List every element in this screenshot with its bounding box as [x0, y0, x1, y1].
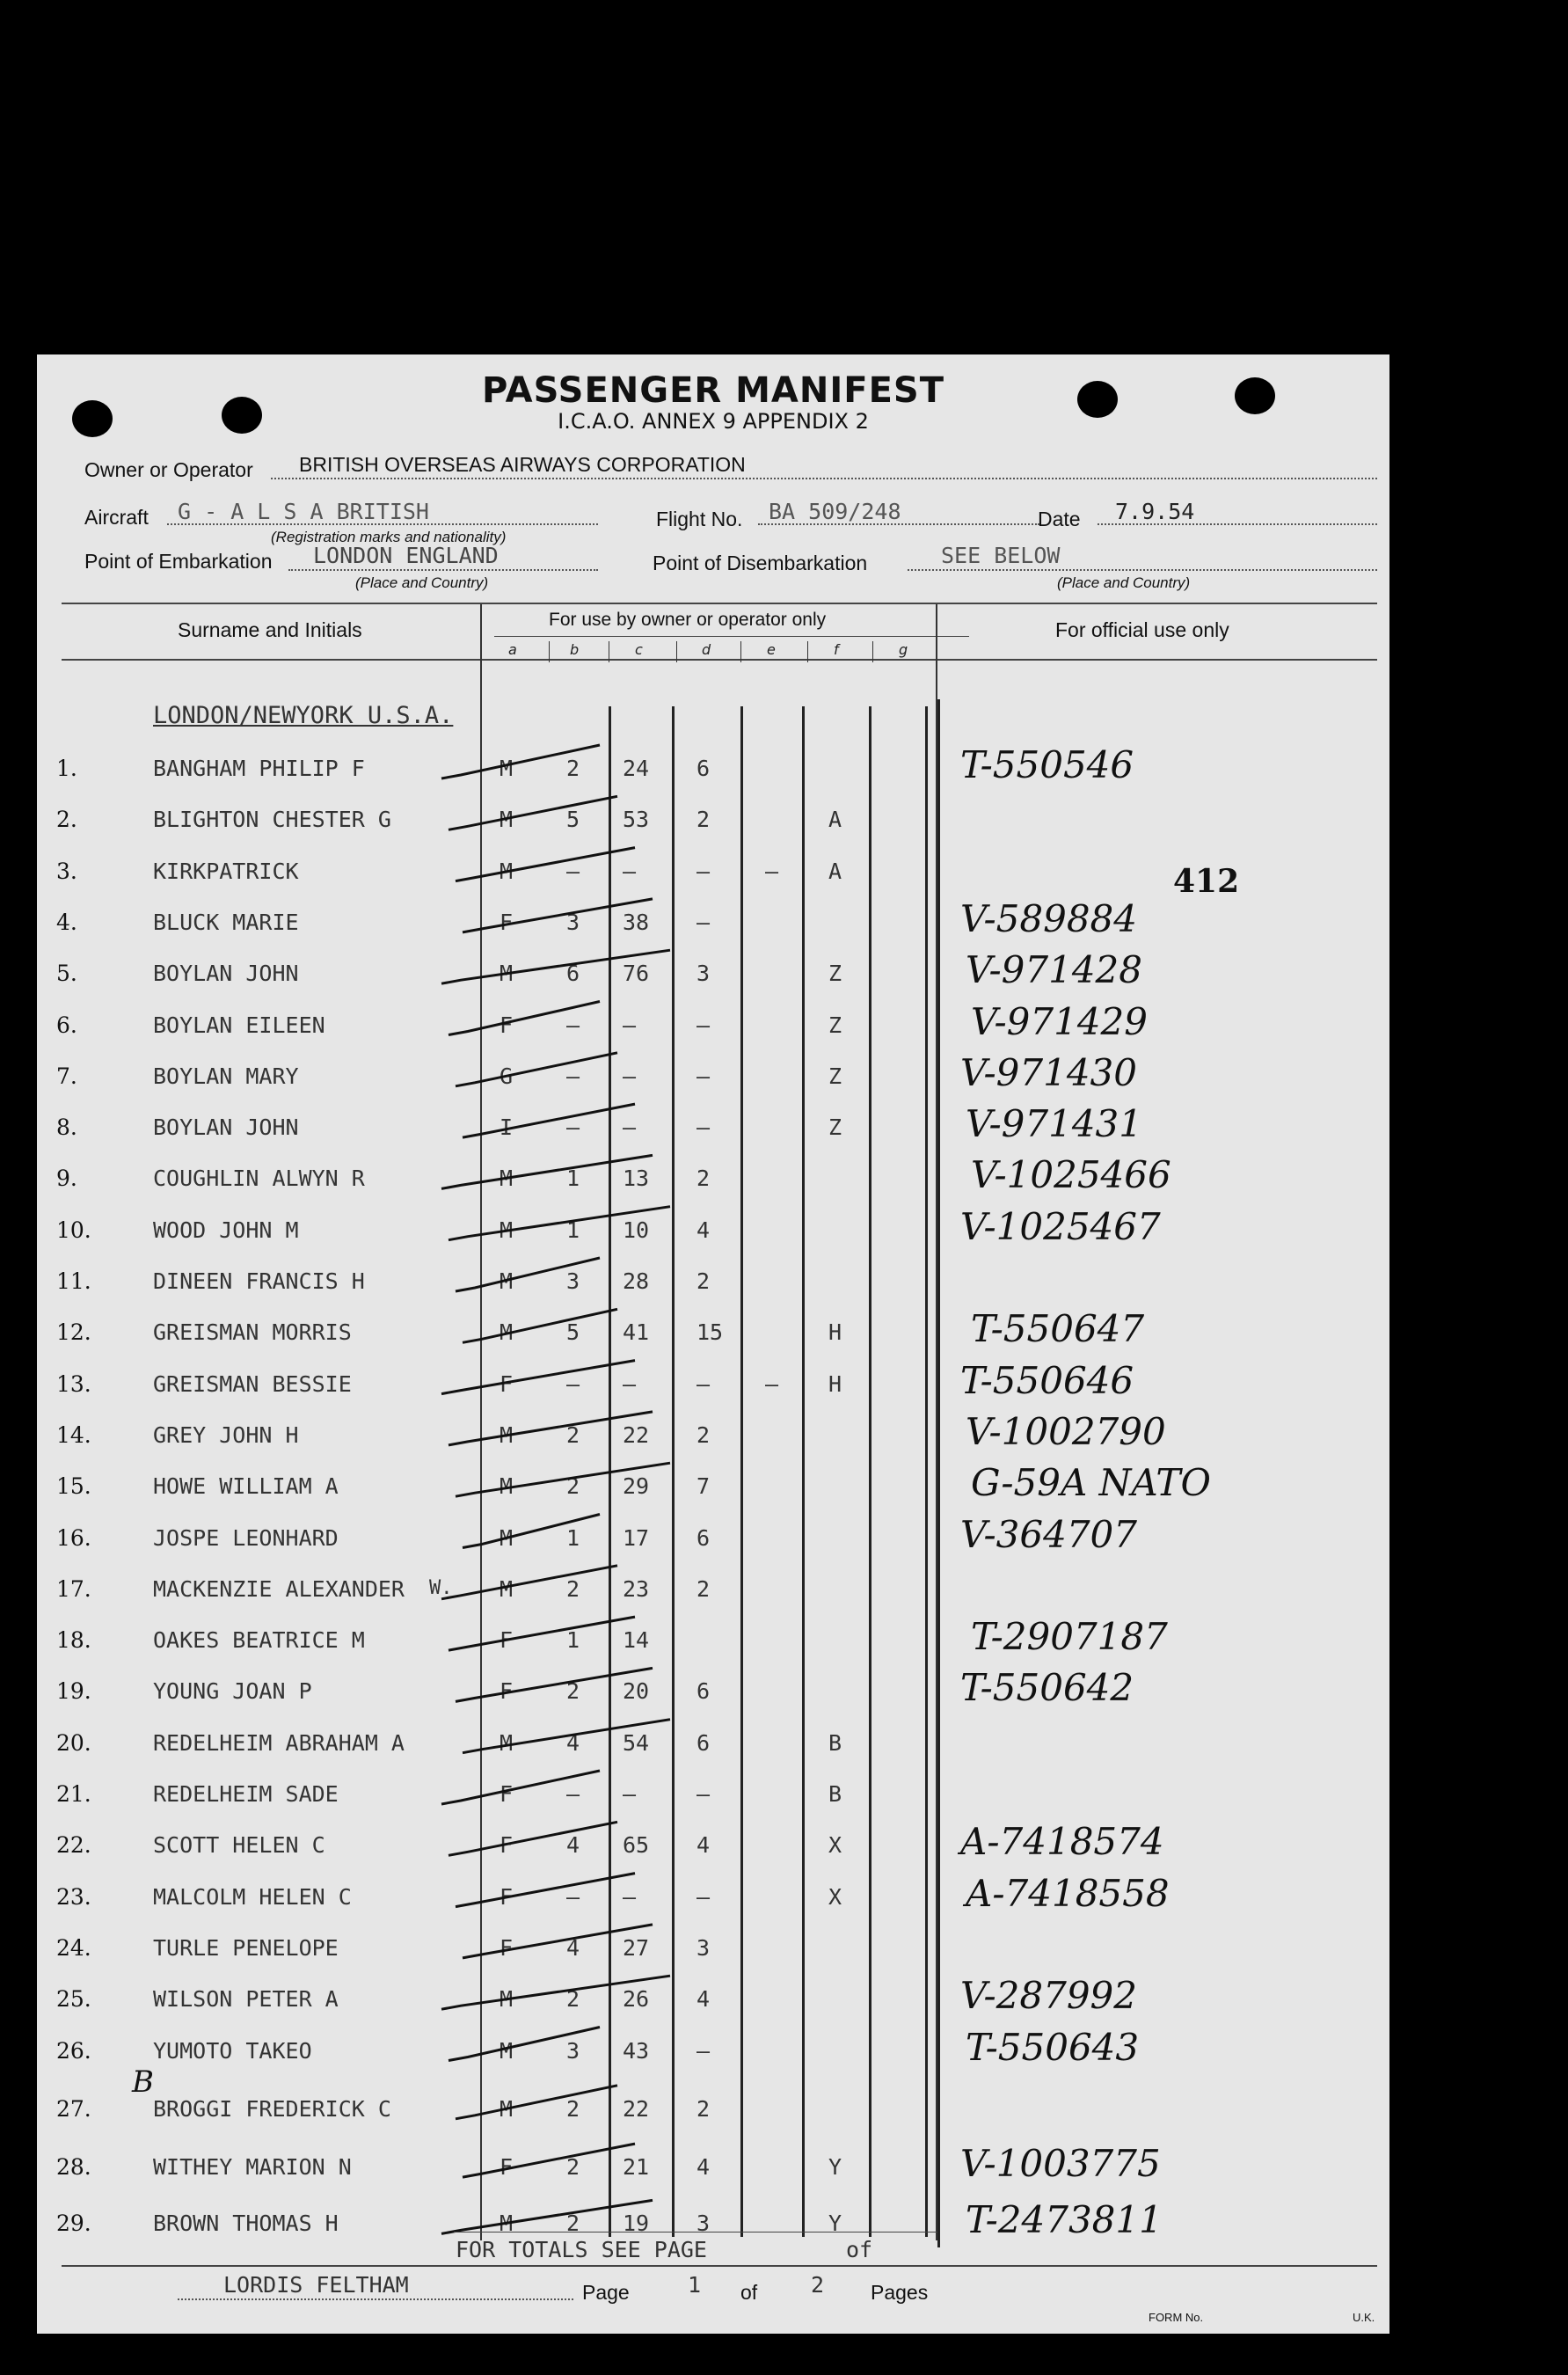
cell-c: –	[623, 1063, 637, 1089]
cell-name: GREISMAN MORRIS	[153, 1319, 352, 1346]
cell-num: 11.	[56, 1268, 91, 1294]
cell-d: 3	[696, 961, 711, 987]
cell-a: F	[500, 1883, 514, 1910]
check-mark	[456, 1258, 600, 1291]
cell-b: 2	[566, 1473, 580, 1500]
official-number: V-1025466	[971, 1153, 1171, 1197]
embarkation-note: (Place and Country)	[355, 574, 489, 591]
cell-num: 16.	[56, 1524, 91, 1551]
annotation-412: 412	[1173, 863, 1240, 900]
cell-name: BOYLAN JOHN	[153, 961, 299, 987]
cell-b: –	[566, 858, 580, 884]
cell-e: –	[765, 858, 779, 884]
cell-num: 25.	[56, 1986, 91, 2013]
cell-d: –	[696, 1370, 711, 1397]
form-number: FORM No.	[1149, 2311, 1204, 2324]
cell-b: 6	[566, 961, 580, 987]
cell-f: H	[828, 1370, 842, 1397]
cell-c: –	[623, 1114, 637, 1141]
cell-name: GREY JOHN H	[153, 1421, 299, 1448]
check-mark	[449, 1822, 617, 1855]
cell-f: B	[828, 1781, 842, 1807]
check-marks	[37, 354, 1389, 2334]
cell-num: 5.	[56, 961, 77, 987]
official-number: A-7418558	[966, 1871, 1170, 1915]
cell-f: A	[828, 807, 842, 833]
cell-name: YOUNG JOAN P	[153, 1678, 312, 1705]
dotted-line	[178, 2298, 573, 2300]
cell-f: Z	[828, 961, 842, 987]
manifest-sheet	[37, 354, 1389, 2334]
check-mark	[463, 1720, 670, 1753]
cell-d: –	[696, 1012, 711, 1038]
cell-a: M	[500, 1166, 514, 1192]
cell-b: 3	[566, 2037, 580, 2064]
official-number: T-550647	[971, 1307, 1145, 1351]
form-subtitle: I.C.A.O. ANNEX 9 APPENDIX 2	[558, 409, 869, 434]
annotation-w: W.	[429, 1577, 453, 1599]
check-mark	[463, 1104, 635, 1137]
cell-name: HOWE WILLIAM A	[153, 1473, 339, 1500]
cell-num: 3.	[56, 858, 77, 884]
official-number: V-1025467	[960, 1204, 1161, 1248]
cell-d: 4	[696, 1217, 711, 1243]
cell-f: Y	[828, 2154, 842, 2181]
flight-label: Flight No.	[656, 508, 743, 530]
cell-name: BROWN THOMAS H	[153, 2211, 339, 2237]
cell-name: OAKES BEATRICE M	[153, 1627, 365, 1654]
disembarkation-label: Point of Disembarkation	[653, 552, 868, 574]
cell-c: –	[623, 1883, 637, 1910]
check-mark	[441, 1155, 653, 1188]
cell-name: BOYLAN MARY	[153, 1063, 299, 1089]
official-number: V-1002790	[966, 1409, 1166, 1453]
cell-a: F	[500, 1012, 514, 1038]
cell-num: 4.	[56, 909, 77, 935]
check-mark	[449, 2028, 600, 2061]
table-bottom-rule	[62, 2265, 1377, 2267]
cell-b: –	[566, 1114, 580, 1141]
cell-a: M	[500, 1319, 514, 1346]
cell-a: F	[500, 1678, 514, 1705]
cell-c: 22	[623, 2095, 650, 2122]
cell-c: 24	[623, 756, 650, 781]
cell-a: M	[500, 858, 514, 884]
cell-name: BANGHAM PHILIP F	[153, 756, 365, 781]
date-label: Date	[1038, 508, 1081, 530]
cell-name: COUGHLIN ALWYN R	[153, 1166, 365, 1192]
cell-num: 17.	[56, 1575, 91, 1602]
pages-label: Pages	[871, 2281, 929, 2304]
cell-num: 6.	[56, 1012, 77, 1038]
cell-f: X	[828, 1883, 842, 1910]
cell-c: 26	[623, 1986, 650, 2013]
check-mark	[463, 899, 653, 932]
cell-d: 7	[696, 1473, 711, 1500]
cell-num: 8.	[56, 1114, 77, 1141]
official-number: T-550643	[966, 2025, 1140, 2069]
cell-c: 76	[623, 961, 650, 987]
cell-d: 2	[696, 2095, 711, 2122]
cell-b: 2	[566, 1678, 580, 1705]
cell-b: 2	[566, 2211, 580, 2237]
cell-c: 10	[623, 1217, 650, 1243]
cell-name: REDELHEIM SADE	[153, 1781, 339, 1807]
cell-d: –	[696, 1781, 711, 1807]
cell-c: 27	[623, 1934, 650, 1961]
cell-name: YUMOTO TAKEO	[153, 2037, 312, 2064]
cell-c: 13	[623, 1166, 650, 1192]
cell-num: 2.	[56, 807, 77, 833]
col-official-header: For official use only	[1055, 618, 1229, 641]
cell-d: 2	[696, 1421, 711, 1448]
cell-num: 18.	[56, 1627, 91, 1654]
cell-c: 17	[623, 1524, 650, 1551]
cell-name: WILSON PETER A	[153, 1986, 339, 2013]
check-mark	[441, 1771, 600, 1804]
cell-d: –	[696, 909, 711, 935]
cell-c: 22	[623, 1421, 650, 1448]
cell-c: 29	[623, 1473, 650, 1500]
col-letter-f: f	[834, 641, 839, 658]
cell-c: 20	[623, 1678, 650, 1705]
cell-name: WOOD JOHN M	[153, 1217, 299, 1243]
cell-name: BOYLAN JOHN	[153, 1114, 299, 1141]
cell-d: –	[696, 2037, 711, 2064]
cell-a: F	[500, 1781, 514, 1807]
cell-a: F	[500, 909, 514, 935]
of-label: of	[740, 2281, 758, 2304]
cell-num: 21.	[56, 1781, 91, 1807]
cell-a: M	[500, 1524, 514, 1551]
page-total: 2	[811, 2272, 825, 2298]
check-mark	[441, 2200, 653, 2233]
cell-d: 3	[696, 2211, 711, 2237]
page-label: Page	[582, 2281, 630, 2304]
cell-a: M	[500, 2037, 514, 2064]
cell-num: 24.	[56, 1934, 91, 1961]
check-mark	[456, 1053, 617, 1086]
cell-b: 3	[566, 1268, 580, 1294]
cell-a: M	[500, 756, 514, 781]
cell-c: 23	[623, 1575, 650, 1602]
cell-f: A	[828, 858, 842, 884]
check-mark	[463, 1309, 617, 1342]
cell-num: 9.	[56, 1166, 77, 1192]
cell-d: 2	[696, 807, 711, 833]
cell-d: 15	[696, 1319, 724, 1346]
cell-b: –	[566, 1370, 580, 1397]
cell-b: 2	[566, 1575, 580, 1602]
cell-num: 28.	[56, 2154, 91, 2181]
col-letter-c: c	[635, 641, 643, 658]
check-mark	[449, 1207, 670, 1240]
cell-a: F	[500, 1627, 514, 1654]
cell-d: 3	[696, 1934, 711, 1961]
cell-c: 38	[623, 909, 650, 935]
official-number: A-7418574	[960, 1820, 1164, 1864]
cell-a: G	[500, 1063, 514, 1089]
cell-a: F	[500, 1370, 514, 1397]
cell-d: 2	[696, 1166, 711, 1192]
col-letter-d: d	[702, 641, 711, 658]
official-number: V-364707	[960, 1512, 1137, 1556]
cell-c: 28	[623, 1268, 650, 1294]
registration-note: (Registration marks and nationality)	[271, 529, 507, 545]
cell-d: –	[696, 1063, 711, 1089]
cell-b: 5	[566, 807, 580, 833]
cell-b: –	[566, 1781, 580, 1807]
official-number: G-59A NATO	[971, 1461, 1211, 1505]
check-mark	[456, 1463, 670, 1496]
cell-d: 6	[696, 1729, 711, 1756]
cell-f: Z	[828, 1063, 842, 1089]
cell-c: 14	[623, 1627, 650, 1654]
cell-a: F	[500, 2154, 514, 2181]
cell-f: Z	[828, 1012, 842, 1038]
cell-a: F	[500, 1934, 514, 1961]
cell-b: –	[566, 1012, 580, 1038]
cell-c: 21	[623, 2154, 650, 2181]
cell-d: 2	[696, 1575, 711, 1602]
cell-a: M	[500, 1217, 514, 1243]
check-mark	[441, 1566, 617, 1599]
cell-a: M	[500, 1729, 514, 1756]
official-number: T-550646	[960, 1358, 1134, 1402]
cell-name: SCOTT HELEN C	[153, 1832, 325, 1859]
cell-b: 2	[566, 1421, 580, 1448]
check-mark	[463, 1925, 653, 1958]
cell-num: 10.	[56, 1217, 91, 1243]
official-number: V-287992	[960, 1974, 1137, 2018]
aircraft-value: G - A L S A BRITISH	[178, 499, 429, 524]
cell-f: Y	[828, 2211, 842, 2237]
cell-d: –	[696, 1883, 711, 1910]
cell-b: 4	[566, 1729, 580, 1756]
cell-num: 15.	[56, 1473, 91, 1500]
cell-name: BROGGI FREDERICK C	[153, 2095, 391, 2122]
cell-num: 23.	[56, 1883, 91, 1910]
cell-a: I	[500, 1114, 514, 1141]
cell-name: DINEEN FRANCIS H	[153, 1268, 365, 1294]
check-mark	[441, 745, 600, 778]
cell-a: M	[500, 1268, 514, 1294]
cell-d: 4	[696, 1986, 711, 2013]
cell-d: 6	[696, 1524, 711, 1551]
official-number: V-971430	[960, 1050, 1137, 1094]
official-number: V-1003775	[960, 2142, 1161, 2186]
cell-name: WITHEY MARION N	[153, 2154, 352, 2181]
check-mark	[456, 2086, 617, 2119]
cell-num: 1.	[56, 756, 77, 781]
cell-num: 12.	[56, 1319, 91, 1346]
owner-label: Owner or Operator	[84, 458, 253, 481]
date-value: 7.9.54	[1115, 499, 1195, 524]
cell-c: –	[623, 1781, 637, 1807]
cell-a: M	[500, 807, 514, 833]
col-letter-g: g	[899, 641, 908, 658]
cell-c: 65	[623, 1832, 650, 1859]
embarkation-value: LONDON ENGLAND	[313, 543, 499, 568]
aircraft-label: Aircraft	[84, 506, 149, 529]
cell-e: –	[765, 1370, 779, 1397]
cell-b: 1	[566, 1627, 580, 1654]
cell-b: 5	[566, 1319, 580, 1346]
cell-name: MALCOLM HELEN C	[153, 1883, 352, 1910]
check-mark	[441, 1976, 670, 2009]
cell-num: 14.	[56, 1421, 91, 1448]
flight-value: BA 509/248	[769, 499, 901, 524]
cell-name: GREISMAN BESSIE	[153, 1370, 352, 1397]
cell-b: –	[566, 1883, 580, 1910]
cell-name: REDELHEIM ABRAHAM A	[153, 1729, 405, 1756]
cell-d: –	[696, 858, 711, 884]
cell-b: 1	[566, 1524, 580, 1551]
cell-f: H	[828, 1319, 842, 1346]
annotation-b: B	[132, 2064, 154, 2100]
cell-b: 1	[566, 1166, 580, 1192]
embarkation-label: Point of Embarkation	[84, 550, 273, 573]
cell-c: 54	[623, 1729, 650, 1756]
cell-name: MACKENZIE ALEXANDER	[153, 1575, 405, 1602]
totals-of: of	[846, 2237, 873, 2262]
col-operator-header: For use by owner or operator only	[549, 610, 827, 630]
route-heading: LONDON/NEWYORK U.S.A.	[153, 702, 454, 729]
cell-c: –	[623, 1012, 637, 1038]
cell-d: 6	[696, 1678, 711, 1705]
office-stamp: LORDIS FELTHAM	[223, 2272, 409, 2298]
cell-num: 20.	[56, 1729, 91, 1756]
cell-c: –	[623, 858, 637, 884]
cell-c: 41	[623, 1319, 650, 1346]
cell-a: M	[500, 961, 514, 987]
official-number: V-971431	[966, 1102, 1142, 1146]
cell-name: BLUCK MARIE	[153, 909, 299, 935]
official-number: T-550642	[960, 1666, 1134, 1710]
cell-name: KIRKPATRICK	[153, 858, 299, 884]
cell-a: F	[500, 1832, 514, 1859]
country-code: U.K.	[1353, 2311, 1375, 2324]
totals-label: FOR TOTALS SEE PAGE	[456, 2237, 707, 2262]
check-mark	[449, 796, 617, 829]
official-number: V-971428	[966, 948, 1142, 992]
cell-num: 27.	[56, 2095, 91, 2122]
col-letter-b: b	[570, 641, 580, 658]
cell-num: 13.	[56, 1370, 91, 1397]
cell-num: 19.	[56, 1678, 91, 1705]
col-name-header: Surname and Initials	[178, 618, 362, 641]
cell-c: 43	[623, 2037, 650, 2064]
cell-b: 2	[566, 2154, 580, 2181]
check-mark	[463, 2144, 635, 2177]
check-mark	[441, 950, 670, 983]
cell-b: 4	[566, 1934, 580, 1961]
cell-b: 2	[566, 756, 580, 781]
cell-a: M	[500, 1473, 514, 1500]
official-number: T-550546	[960, 743, 1134, 786]
cell-b: 2	[566, 2095, 580, 2122]
cell-c: –	[623, 1370, 637, 1397]
owner-value: BRITISH OVERSEAS AIRWAYS CORPORATION	[299, 453, 746, 476]
check-mark	[449, 1412, 653, 1445]
official-number: T-2907187	[971, 1615, 1168, 1659]
cell-num: 26.	[56, 2037, 91, 2064]
cell-f: B	[828, 1729, 842, 1756]
form-title: PASSENGER MANIFEST	[482, 370, 944, 411]
col-letter-a: a	[508, 641, 517, 658]
cell-a: M	[500, 1421, 514, 1448]
page-number: 1	[688, 2272, 702, 2298]
cell-b: 3	[566, 909, 580, 935]
cell-d: –	[696, 1114, 711, 1141]
check-mark	[463, 1515, 600, 1548]
disembarkation-value: SEE BELOW	[941, 543, 1061, 568]
cell-b: –	[566, 1063, 580, 1089]
cell-a: M	[500, 1575, 514, 1602]
cell-d: 2	[696, 1268, 711, 1294]
check-mark	[456, 1668, 653, 1701]
official-number: V-971429	[971, 999, 1148, 1043]
cell-name: TURLE PENELOPE	[153, 1934, 339, 1961]
cell-b: 1	[566, 1217, 580, 1243]
cell-name: JOSPE LEONHARD	[153, 1524, 339, 1551]
check-mark	[441, 1361, 635, 1394]
cell-num: 22.	[56, 1832, 91, 1859]
cell-num: 7.	[56, 1063, 77, 1089]
disembarkation-note: (Place and Country)	[1057, 574, 1191, 591]
cell-num: 29.	[56, 2211, 91, 2237]
cell-d: 4	[696, 2154, 711, 2181]
cell-f: X	[828, 1832, 842, 1859]
cell-b: 4	[566, 1832, 580, 1859]
cell-f: Z	[828, 1114, 842, 1141]
official-number: V-589884	[960, 896, 1137, 940]
cell-b: 2	[566, 1986, 580, 2013]
cell-c: 53	[623, 807, 650, 833]
check-mark	[449, 1617, 635, 1650]
cell-a: M	[500, 1986, 514, 2013]
check-mark	[456, 848, 635, 881]
cell-a: M	[500, 2095, 514, 2122]
cell-d: 4	[696, 1832, 711, 1859]
col-letter-e: e	[767, 641, 776, 658]
cell-name: BLIGHTON CHESTER G	[153, 807, 391, 833]
cell-a: M	[500, 2211, 514, 2237]
cell-d: 6	[696, 756, 711, 781]
official-number: T-2473811	[966, 2198, 1163, 2242]
cell-c: 19	[623, 2211, 650, 2237]
check-mark	[449, 1002, 600, 1035]
cell-name: BOYLAN EILEEN	[153, 1012, 325, 1038]
check-mark	[456, 1874, 635, 1907]
